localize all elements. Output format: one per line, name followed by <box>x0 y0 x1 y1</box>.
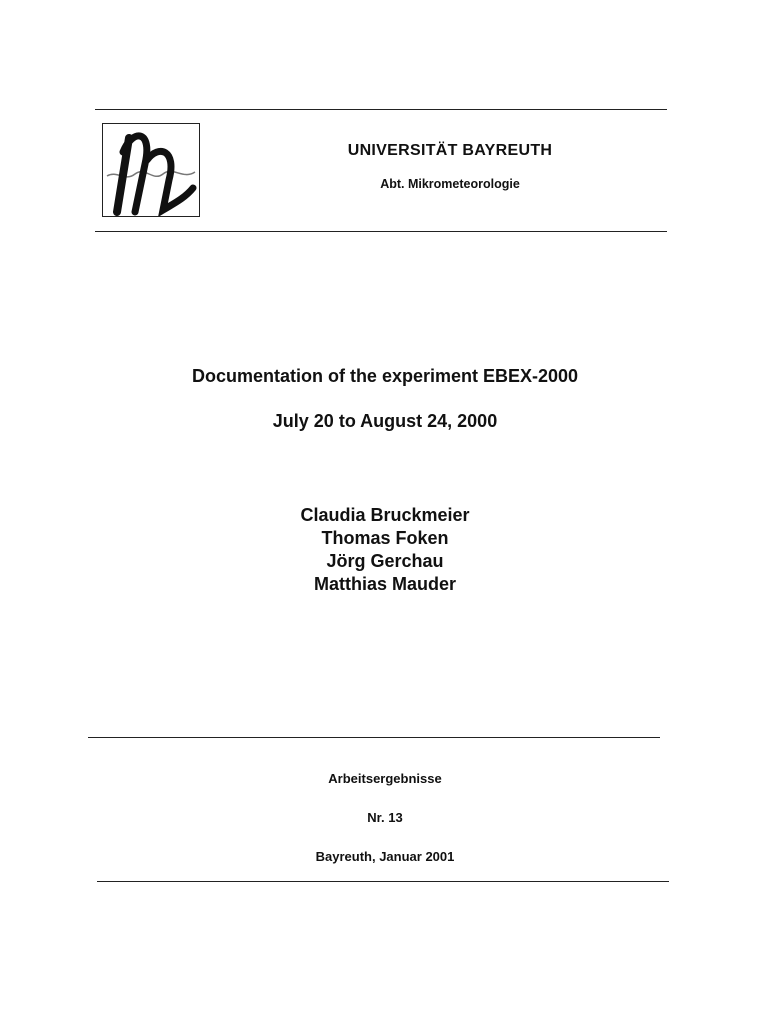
author-name: Jörg Gerchau <box>326 551 444 571</box>
footer-top-rule <box>88 737 660 738</box>
university-logo <box>102 123 200 217</box>
author-name: Thomas Foken <box>321 528 449 548</box>
place-and-date: Bayreuth, Januar 2001 <box>315 849 455 864</box>
university-name: UNIVERSITÄT BAYREUTH <box>347 142 553 159</box>
experiment-dates: July 20 to August 24, 2000 <box>272 411 498 431</box>
department-name: Abt. Mikrometeorologie <box>380 177 520 191</box>
series-name: Arbeitsergebnisse <box>328 771 442 786</box>
author-name: Matthias Mauder <box>313 574 457 594</box>
mikrometeorologie-m-logo-icon <box>103 124 199 216</box>
top-rule <box>95 109 667 110</box>
author-list <box>0 504 770 596</box>
document-title: Documentation of the experiment EBEX-2000 <box>191 366 579 386</box>
header-bottom-rule <box>95 231 667 232</box>
footer-bottom-rule <box>97 881 669 882</box>
author-name: Claudia Bruckmeier <box>300 505 470 525</box>
series-number: Nr. 13 <box>367 810 403 825</box>
